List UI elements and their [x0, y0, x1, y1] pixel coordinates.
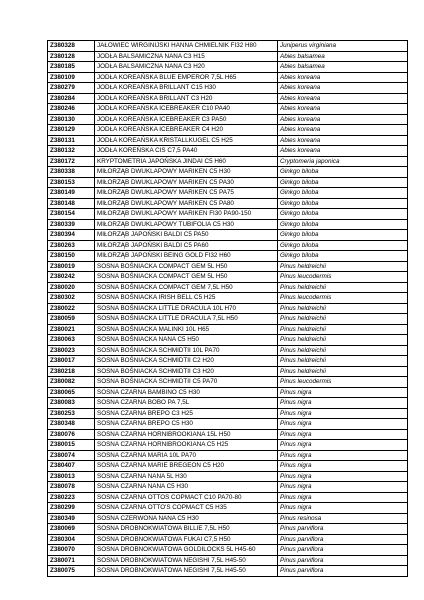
product-name-cell: JODŁA KOREAŃSKA BLUE EMPEROR 7,5L H65 [95, 72, 278, 83]
latin-name-cell: Ginkgo biloba [278, 198, 408, 209]
latin-name-cell: Pinus nigra [278, 408, 408, 419]
latin-name-cell: Pinus parviflora [278, 534, 408, 545]
item-code-cell: Z380020 [48, 282, 95, 293]
product-name-cell: MIŁORZĄB DWUKLAPOWY MARIKEN C5 PA80 [95, 198, 278, 209]
item-code-cell: Z380242 [48, 272, 95, 283]
product-name-cell: SOSNA DROBNOKWIATOWA BILLIE 7,5L H50 [95, 524, 278, 535]
item-code-cell: Z380338 [48, 167, 95, 178]
latin-name-cell: Pinus nigra [278, 482, 408, 493]
latin-name-cell: Ginkgo biloba [278, 240, 408, 251]
item-code-cell: Z380131 [48, 135, 95, 146]
item-code-cell: Z380284 [48, 93, 95, 104]
product-name-cell: JODŁA KOREAŃSKA ICEBREAKER C10 PA40 [95, 104, 278, 115]
product-name-cell: SOSNA BOŚNIACKA COMPACT GEM 5L H50 [95, 272, 278, 283]
table-row [48, 198, 408, 209]
latin-name-cell: Pinus leucodermis [278, 293, 408, 304]
item-code-cell: Z380019 [48, 261, 95, 272]
table-row [48, 335, 408, 346]
latin-name-cell: Pinus nigra [278, 440, 408, 451]
product-name-cell: JAŁOWIEC WIRGINIJSKI HANNA CHMIELNIK FI32 H80 [95, 41, 278, 52]
item-code-cell: Z380063 [48, 335, 95, 346]
latin-name-cell: Pinus nigra [278, 450, 408, 461]
product-name-cell: SOSNA DROBNOKWIATOWA GOLDILOCKS 5L H45-60 [95, 545, 278, 556]
product-name-cell: SOSNA DROBNOKWIATOWA NEGISHI 7,5L H45-50 [95, 566, 278, 577]
table-row [48, 167, 408, 178]
product-name-cell: SOSNA CZARNA MARIE BREGEON C5 H20 [95, 461, 278, 472]
item-code-cell: Z380299 [48, 503, 95, 514]
product-name-cell: SOSNA BOŚNIACKA MALINKI 10L H65 [95, 324, 278, 335]
latin-name-cell: Pinus heldreichii [278, 303, 408, 314]
product-name-cell: SOSNA CZARNA OTTO'S COPMACT C5 H35 [95, 503, 278, 514]
latin-name-cell: Pinus heldreichii [278, 335, 408, 346]
product-name-cell: SOSNA BOŚNIACKA NANA C5 H50 [95, 335, 278, 346]
item-code-cell: Z380253 [48, 408, 95, 419]
item-code-cell: Z380218 [48, 366, 95, 377]
product-name-cell: SOSNA CZARNA HORNIBROOKIANA C5 H25 [95, 440, 278, 451]
table-row [48, 251, 408, 262]
item-code-cell: Z380071 [48, 555, 95, 566]
table-row [48, 104, 408, 115]
table-row [48, 72, 408, 83]
item-code-cell: Z380128 [48, 51, 95, 62]
table-row [48, 41, 408, 52]
table-row [48, 555, 408, 566]
table-row [48, 125, 408, 136]
latin-name-cell: Pinus heldreichii [278, 345, 408, 356]
latin-name-cell: Abies koreana [278, 104, 408, 115]
table-row [48, 419, 408, 430]
product-name-cell: SOSNA BOŚNIACKA SCHMIDTII C5 PA70 [95, 377, 278, 388]
item-code-cell: Z380082 [48, 377, 95, 388]
item-code-cell: Z380304 [48, 534, 95, 545]
latin-name-cell: Pinus leucodermis [278, 272, 408, 283]
product-name-cell: MIŁORZĄB DWUKLAPOWY TUBIFOLIA C5 H30 [95, 219, 278, 230]
latin-name-cell: Pinus resinosa [278, 513, 408, 524]
product-name-cell: JODŁA KOREAŃSKA ICEBREAKER C3 PA50 [95, 114, 278, 125]
item-code-cell: Z380154 [48, 209, 95, 220]
item-code-cell: Z380223 [48, 492, 95, 503]
latin-name-cell: Abies koreana [278, 135, 408, 146]
product-name-cell: MIŁORZĄB DWUKLAPOWY MARIKEN C5 PA75 [95, 188, 278, 199]
latin-name-cell: Pinus heldreichii [278, 282, 408, 293]
product-name-cell: MIŁORZĄB DWUKLAPOWY MARIKEN C5 H30 [95, 167, 278, 178]
product-name-cell: SOSNA CZARNA BREPO C5 H30 [95, 419, 278, 430]
item-code-cell: Z380172 [48, 156, 95, 167]
latin-name-cell: Ginkgo biloba [278, 188, 408, 199]
latin-name-cell: Abies koreana [278, 93, 408, 104]
item-code-cell: Z380129 [48, 125, 95, 136]
table-row [48, 534, 408, 545]
latin-name-cell: Ginkgo biloba [278, 230, 408, 241]
latin-name-cell: Ginkgo biloba [278, 209, 408, 220]
latin-name-cell: Pinus nigra [278, 419, 408, 430]
latin-name-cell: Pinus nigra [278, 461, 408, 472]
product-name-cell: SOSNA BOŚNIACKA IRISH BELL C5 H25 [95, 293, 278, 304]
table-row [48, 156, 408, 167]
product-name-cell: MIŁORZĄB JAPOŃSKI BALDI C5 PA60 [95, 240, 278, 251]
latin-name-cell: Abies koreana [278, 125, 408, 136]
latin-name-cell: Pinus parviflora [278, 524, 408, 535]
table-row [48, 314, 408, 325]
table-row [48, 219, 408, 230]
latin-name-cell: Pinus nigra [278, 503, 408, 514]
item-code-cell: Z380302 [48, 293, 95, 304]
item-code-cell: Z380279 [48, 83, 95, 94]
product-name-cell: JODŁA KOREAŃSKA KRISTALLKUGEL C5 H25 [95, 135, 278, 146]
item-code-cell: Z380078 [48, 482, 95, 493]
product-name-cell: SOSNA BOŚNIACKA COMPACT GEM 5L H50 [95, 261, 278, 272]
table-row [48, 440, 408, 451]
item-code-cell: Z380394 [48, 230, 95, 241]
item-code-cell: Z380013 [48, 471, 95, 482]
catalog-body [48, 41, 408, 577]
latin-name-cell: Pinus heldreichii [278, 324, 408, 335]
table-row [48, 282, 408, 293]
latin-name-cell: Pinus nigra [278, 492, 408, 503]
table-row [48, 398, 408, 409]
product-name-cell: SOSNA BOŚNIACKA SCHMIDTII C3 H20 [95, 366, 278, 377]
latin-name-cell: Pinus nigra [278, 471, 408, 482]
item-code-cell: Z380339 [48, 219, 95, 230]
table-row [48, 177, 408, 188]
item-code-cell: Z380065 [48, 387, 95, 398]
table-row [48, 471, 408, 482]
table-row [48, 114, 408, 125]
latin-name-cell: Abies koreana [278, 114, 408, 125]
product-name-cell: SOSNA CZARNA BREPO C3 H25 [95, 408, 278, 419]
item-code-cell: Z380022 [48, 303, 95, 314]
item-code-cell: Z380185 [48, 62, 95, 73]
latin-name-cell: Abies balsamea [278, 51, 408, 62]
latin-name-cell: Pinus heldreichii [278, 261, 408, 272]
table-row [48, 482, 408, 493]
table-row [48, 377, 408, 388]
table-row [48, 503, 408, 514]
table-row [48, 188, 408, 199]
latin-name-cell: Pinus parviflora [278, 555, 408, 566]
latin-name-cell: Ginkgo biloba [278, 219, 408, 230]
table-row [48, 240, 408, 251]
latin-name-cell: Pinus nigra [278, 398, 408, 409]
table-row [48, 366, 408, 377]
table-row [48, 566, 408, 577]
item-code-cell: Z380148 [48, 198, 95, 209]
product-name-cell: SOSNA CZARNA MARIA 10L PA70 [95, 450, 278, 461]
product-name-cell: JODŁA KOREAŃSKA ICEBREAKER C4 H20 [95, 125, 278, 136]
table-row [48, 429, 408, 440]
item-code-cell: Z380015 [48, 440, 95, 451]
table-row [48, 51, 408, 62]
latin-name-cell: Pinus nigra [278, 387, 408, 398]
table-row [48, 513, 408, 524]
table-row [48, 293, 408, 304]
latin-name-cell: Ginkgo biloba [278, 167, 408, 178]
product-name-cell: JODŁA KOREAŃSKA BRILLANT C3 H20 [95, 93, 278, 104]
latin-name-cell: Pinus heldreichii [278, 314, 408, 325]
item-code-cell: Z380150 [48, 251, 95, 262]
table-row [48, 272, 408, 283]
product-name-cell: SOSNA CZARNA BAMBINO C5 H30 [95, 387, 278, 398]
table-row [48, 93, 408, 104]
latin-name-cell: Abies balsamea [278, 62, 408, 73]
product-name-cell: SOSNA CZARNA NANA 5L H30 [95, 471, 278, 482]
item-code-cell: Z380246 [48, 104, 95, 115]
product-name-cell: MIŁORZĄB JAPOŃSKI BEING GOLD FI32 H60 [95, 251, 278, 262]
table-row [48, 135, 408, 146]
latin-name-cell: Pinus leucodermis [278, 377, 408, 388]
item-code-cell: Z380263 [48, 240, 95, 251]
item-code-cell: Z380130 [48, 114, 95, 125]
latin-name-cell: Pinus nigra [278, 429, 408, 440]
table-row [48, 146, 408, 157]
product-name-cell: SOSNA BOŚNIACKA LITTLE DRACULA 7,5L H50 [95, 314, 278, 325]
table-row [48, 324, 408, 335]
latin-name-cell: Cryptomeria japonica [278, 156, 408, 167]
table-row [48, 230, 408, 241]
item-code-cell: Z380075 [48, 566, 95, 577]
product-name-cell: JODŁA BALSAMICZNA NANA C3 H20 [95, 62, 278, 73]
item-code-cell: Z380109 [48, 72, 95, 83]
product-name-cell: MIŁORZĄB DWUKLAPOWY MARIKEN C5 PA30 [95, 177, 278, 188]
item-code-cell: Z380076 [48, 429, 95, 440]
product-name-cell: SOSNA CZARNA HORNIBROOKIANA 15L H50 [95, 429, 278, 440]
table-row [48, 450, 408, 461]
product-name-cell: SOSNA CZERWONA NANA C5 H30 [95, 513, 278, 524]
table-row [48, 492, 408, 503]
table-row [48, 345, 408, 356]
table-row [48, 387, 408, 398]
latin-name-cell: Abies koreana [278, 83, 408, 94]
product-name-cell: JODŁA BALSAMICZNA NANA C3 H15 [95, 51, 278, 62]
latin-name-cell: Ginkgo biloba [278, 251, 408, 262]
product-name-cell: MIŁORZĄB DWUKLAPOWY MARIKEN FI30 PA90-150 [95, 209, 278, 220]
plant-catalog-table [47, 40, 408, 577]
product-name-cell: KRYPTOMETRIA JAPOŃSKA JINDAI C5 H60 [95, 156, 278, 167]
table-row [48, 83, 408, 94]
product-name-cell: SOSNA BOŚNIACKA COMPACT GEM 7,5L H50 [95, 282, 278, 293]
table-row [48, 303, 408, 314]
item-code-cell: Z380023 [48, 345, 95, 356]
item-code-cell: Z380328 [48, 41, 95, 52]
product-name-cell: SOSNA BOŚNIACKA SCHMIDTII C2 H20 [95, 356, 278, 367]
latin-name-cell: Abies koreana [278, 146, 408, 157]
latin-name-cell: Juniperus virginiana [278, 41, 408, 52]
table-row [48, 461, 408, 472]
product-name-cell: SOSNA CZARNA NANA C5 H30 [95, 482, 278, 493]
table-row [48, 545, 408, 556]
item-code-cell: Z380083 [48, 398, 95, 409]
table-row [48, 209, 408, 220]
item-code-cell: Z380149 [48, 188, 95, 199]
table-row [48, 62, 408, 73]
product-name-cell: JODŁA KOREŃSKA CIS C7,5 PA40 [95, 146, 278, 157]
item-code-cell: Z380021 [48, 324, 95, 335]
latin-name-cell: Pinus heldreichii [278, 366, 408, 377]
latin-name-cell: Abies koreana [278, 72, 408, 83]
item-code-cell: Z380070 [48, 545, 95, 556]
table-row [48, 356, 408, 367]
product-name-cell: SOSNA DROBNOKWIATOWA NEGISHI 7,5L H45-50 [95, 555, 278, 566]
item-code-cell: Z380069 [48, 524, 95, 535]
product-name-cell: SOSNA CZARNA BOBO PA 7,5L [95, 398, 278, 409]
table-row [48, 261, 408, 272]
item-code-cell: Z380153 [48, 177, 95, 188]
item-code-cell: Z380074 [48, 450, 95, 461]
latin-name-cell: Pinus parviflora [278, 566, 408, 577]
latin-name-cell: Pinus heldreichii [278, 356, 408, 367]
product-name-cell: JODŁA KOREAŃSKA BRILLANT C15 H30 [95, 83, 278, 94]
product-name-cell: SOSNA BOŚNIACKA SCHMIDTII 10L PA70 [95, 345, 278, 356]
item-code-cell: Z380017 [48, 356, 95, 367]
item-code-cell: Z380407 [48, 461, 95, 472]
product-name-cell: MIŁORZĄB JAPOŃSKI BALDI C5 PA50 [95, 230, 278, 241]
product-name-cell: SOSNA CZARNA OTTOS COPMACT C10 PA70-80 [95, 492, 278, 503]
product-name-cell: SOSNA DROBNOKWIATOWA FUKAI C7,5 H50 [95, 534, 278, 545]
latin-name-cell: Pinus parviflora [278, 545, 408, 556]
table-row [48, 524, 408, 535]
table-row [48, 408, 408, 419]
item-code-cell: Z380349 [48, 513, 95, 524]
item-code-cell: Z380132 [48, 146, 95, 157]
item-code-cell: Z380348 [48, 419, 95, 430]
latin-name-cell: Ginkgo biloba [278, 177, 408, 188]
item-code-cell: Z380059 [48, 314, 95, 325]
product-name-cell: SOSNA BOŚNIACKA LITTLE DRACULA 10L H70 [95, 303, 278, 314]
